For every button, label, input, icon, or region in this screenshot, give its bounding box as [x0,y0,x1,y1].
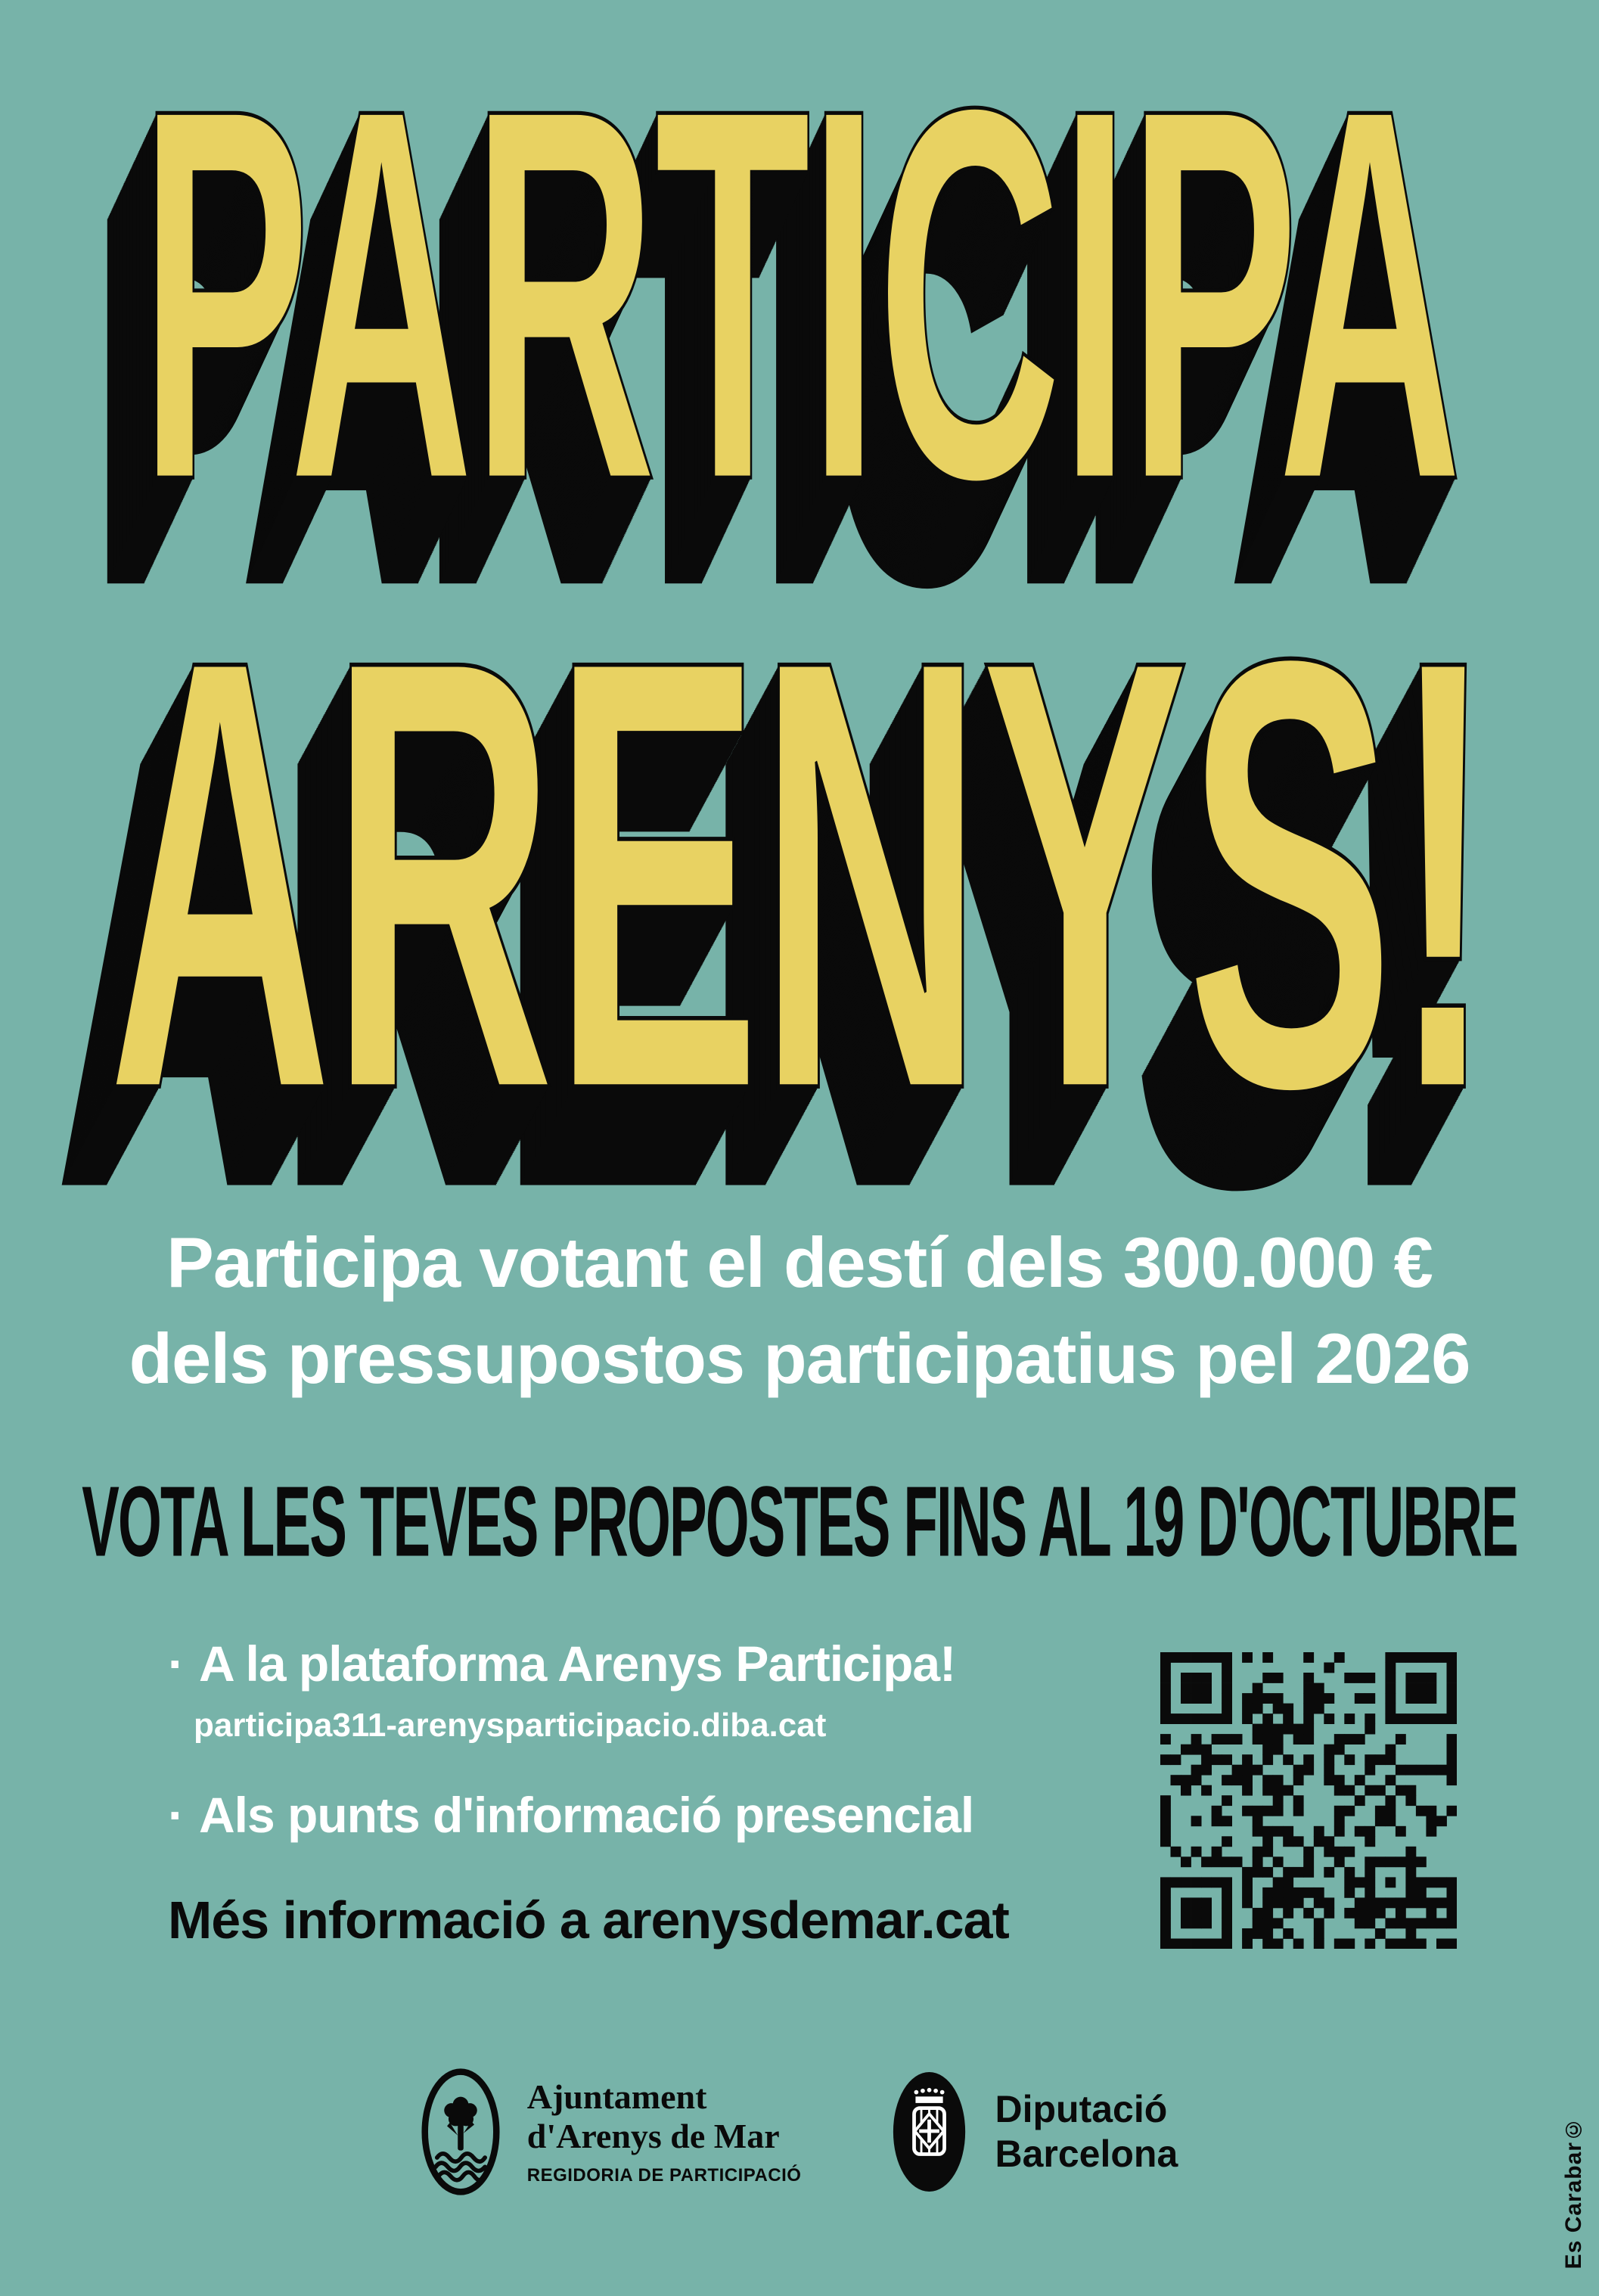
credit-text: Es Carabar© [1561,2115,1586,2269]
ajuntament-name-line2: d'Arenys de Mar [526,2117,780,2155]
diputacio-name [995,2087,1178,2176]
ajuntament-name [527,2077,802,2155]
ajuntament-name-line1: Ajuntament [526,2077,707,2117]
lead-line-1: Participa votant el destí dels 300.000 € [166,1223,1433,1302]
title-arenys: ARENYS! [107,533,1492,1218]
deadline-headline: VOTA LES TEVES PROPOSTES FINS AL 19 D'OCTUBRE [82,1465,1517,1577]
info-section [168,1636,1151,1951]
ajuntament-crest-icon [421,2067,500,2197]
title-participa: PARTICIPA [139,0,1460,592]
diputacio-logo [892,2071,1178,2193]
bullet-dot-icon: · [168,1787,184,1844]
lead-text [0,1215,1599,1407]
diputacio-crest-icon [892,2071,967,2193]
more-info-text: Més informació a arenysdemar.cat [168,1891,1009,1950]
diputacio-name-line2: Barcelona [995,2133,1178,2175]
bullet-dot-icon: · [168,1636,184,1692]
footer [0,2067,1599,2197]
platform-url: participa311-arenysparticipacio.diba.cat [194,1706,827,1744]
bullet-platform [168,1636,1151,1693]
diputacio-name-line1: Diputació [995,2088,1168,2130]
qr-code [1160,1652,1457,1949]
regidoria-label: REGIDORIA DE PARTICIPACIÓ [526,2164,802,2186]
ajuntament-logo [421,2067,802,2197]
lead-line-2: dels pressupostos participatius pel 2026 [129,1318,1470,1398]
bullet-platform-label: A la plataforma Arenys Participa! [198,1636,956,1692]
bullet-info-points [168,1787,1151,1844]
bullet-info-points-label: Als punts d'informació presencial [198,1787,974,1844]
